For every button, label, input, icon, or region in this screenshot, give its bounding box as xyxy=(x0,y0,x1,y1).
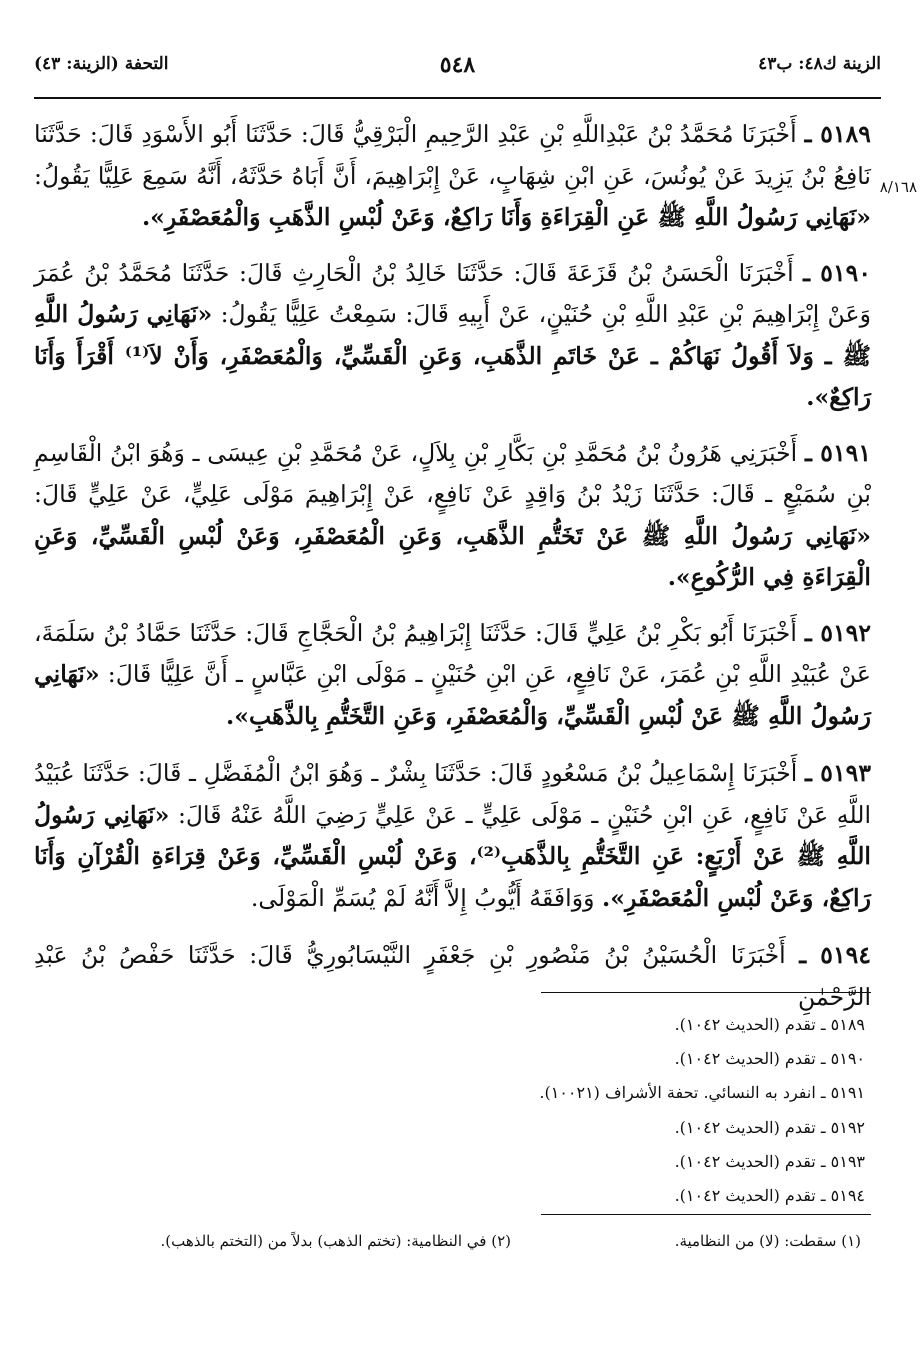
hadith-matn: «نَهَانِي رَسُولُ اللَّهِ ﷺ ـ وَلاَ أَقُولُ نَهَاكُمْ ـ عَنْ خَاتَمِ الذَّهَبِ، وَعَنِ الْقَسِّيِّ، وَالْمُعَصْفَرِ، وَأَنْ لاَ⁽¹⁾ أَقْرَأَ وَأَنَا رَاكِعٌ». xyxy=(34,300,871,411)
hadith-body xyxy=(34,114,871,1018)
hadith-number: ٥١٩٢ ـ xyxy=(804,618,872,647)
footnote-2: (٢) في النظامية: (تختم الذهب) بدلاً من (التختم بالذهب). xyxy=(160,1232,511,1250)
footnotes-divider xyxy=(541,1214,871,1215)
hadith-isnad: أَخْبَرَنِي هَرُونُ بْنُ مُحَمَّدِ بْنِ بَكَّارِ بْنِ بِلاَلٍ، عَنْ مُحَمَّدِ بْنِ عِيسَى ـ وَهُوَ ابْنُ الْقَاسِمِ بْنِ سُمَيْعٍ ـ قَالَ: حَدَّثَنَا زَيْدُ بْنُ وَاقِدٍ عَنْ نَافِعٍ، عَنْ إِبْرَاهِيمَ مَوْلَى عَلِيٍّ، عَنْ عَلِيٍّ قَالَ: xyxy=(34,438,871,508)
hadith-5189 xyxy=(34,114,871,239)
hadith-isnad: أَخْبَرَنَا مُحَمَّدُ بْنُ عَبْدِاللَّهِ بْنِ عَبْدِ الرَّحِيمِ الْبَرْقِيُّ قَالَ: حَدَّثَنَا أَبُو الأَسْوَدِ قَالَ: حَدَّثَنَا نَافِعُ بْنُ يَزِيدَ عَنْ يُونُسَ، عَنِ ابْنِ شِهَابٍ، عَنْ إِبْرَاهِيمَ، أَنَّ أَبَاهُ حَدَّثَهُ، أَنَّهُ سَمِعَ عَلِيًّا يَقُولُ: xyxy=(34,120,871,190)
takhrij-notes xyxy=(305,1008,865,1213)
hadith-number: ٥١٩٠ ـ xyxy=(803,258,871,287)
hadith-matn: «نَهَانِي رَسُولُ اللَّهِ ﷺ عَنْ أَرْبَعٍ: عَنِ التَّخَتُّمِ بِالذَّهَبِ⁽²⁾، وَعَنْ لُبْسِ الْقَسِّيِّ، وَعَنْ قِرَاءَةِ الْقُرْآنِ وَأَنَا رَاكِعٌ، وَعَنْ لُبْسِ الْمُعَصْفَرِ». xyxy=(34,800,871,912)
hadith-5192 xyxy=(34,613,871,738)
takhrij-note: ٥١٩٤ ـ تقدم (الحديث ١٠٤٢). xyxy=(674,1186,865,1206)
header-divider xyxy=(34,97,881,99)
hadith-isnad: أَخْبَرَنَا أَبُو بَكْرِ بْنُ عَلِيٍّ قَالَ: حَدَّثَنَا إِبْرَاهِيمُ بْنُ الْحَجَّاجِ قَالَ: حَدَّثَنَا حَمَّادُ بْنُ سَلَمَةَ، عَنْ عُبَيْدِ اللَّهِ بْنِ عُمَرَ، عَنْ نَافِعٍ، عَنِ ابْنِ حُنَيْنٍ ـ مَوْلَى ابْنِ عَبَّاسٍ ـ أَنَّ عَلِيًّا قَالَ: xyxy=(34,618,871,688)
hadith-isnad: أَخْبَرَنَا الْحَسَنُ بْنُ قَزَعَةَ قَالَ: حَدَّثَنَا خَالِدُ بْنُ الْحَارِثِ قَالَ: حَدَّثَنَا مُحَمَّدُ بْنُ عُمَرَ وَعَنْ إِبْرَاهِيمَ بْنِ عَبْدِ اللَّهِ بْنِ حُنَيْنٍ، عَنْ أَبِيهِ قَالَ: سَمِعْتُ عَلِيًّا يَقُولُ: xyxy=(34,258,871,328)
page-number: ٥٤٨ xyxy=(439,52,476,78)
hadith-5190 xyxy=(34,253,871,419)
hadith-5191 xyxy=(34,433,871,599)
notes-divider xyxy=(541,992,871,993)
hadith-matn: «نَهَانِي رَسُولُ اللَّهِ ﷺ عَنِ الْقِرَاءَةِ وَأَنَا رَاكِعٌ، وَعَنْ لُبْسِ الذَّهَبِ وَالْمُعَصْفَرِ». xyxy=(141,203,871,231)
takhrij-note: ٥١٩٣ ـ تقدم (الحديث ١٠٤٢). xyxy=(674,1151,865,1171)
hadith-isnad: أَخْبَرَنَا الْحُسَيْنُ بْنُ مَنْصُورِ بْنِ جَعْفَرٍ النَّيْسَابُورِيُّ قَالَ: حَدَّثَنَا حَفْصُ بْنُ عَبْدِ الرَّحْمٰنِ xyxy=(34,941,871,1011)
header-tuhfa-ref: التحفة (الزينة: ٤٣) xyxy=(34,54,169,74)
footnote-1: (١) سقطت: (لا) من النظامية. xyxy=(674,1232,861,1250)
hadith-5194 xyxy=(34,935,871,1018)
page-header xyxy=(34,52,881,82)
header-chapter: الزينة ك٤٨: ب٤٣ xyxy=(758,54,881,74)
hadith-number: ٥١٩١ ـ xyxy=(804,438,871,467)
hadith-number: ٥١٩٣ ـ xyxy=(805,759,871,787)
hadith-5193 xyxy=(34,753,871,919)
hadith-matn: «نَهَانِي رَسُولُ اللَّهِ ﷺ عَنْ تَخَتُّمِ الذَّهَبِ، وَعَنِ الْمُعَصْفَرِ، وَعَنْ لُبْسِ الْقَسِّيِّ، وَعَنِ الْقِرَاءَةِ فِي الرُّكُوعِ». xyxy=(34,521,871,591)
hadith-isnad: أَخْبَرَنَا إِسْمَاعِيلُ بْنُ مَسْعُودٍ قَالَ: حَدَّثَنَا بِشْرٌ ـ وَهُوَ ابْنُ الْمُفَضَّلِ ـ قَالَ: حَدَّثَنَا عُبَيْدُ اللَّهِ عَنْ نَافِعٍ، عَنِ ابْنِ حُنَيْنٍ ـ مَوْلَى عَلِيٍّ ـ عَنْ عَلِيٍّ رَضِيَ اللَّهُ عَنْهُ قَالَ: xyxy=(34,759,871,829)
hadith-comment: وَوَافَقَهُ أَيُّوبُ إِلاَّ أَنَّهُ لَمْ يُسَمِّ الْمَوْلَى. xyxy=(250,883,603,912)
takhrij-note: ٥١٨٩ ـ تقدم (الحديث ١٠٤٢). xyxy=(674,1015,865,1034)
takhrij-note: ٥١٩١ ـ انفرد به النسائي. تحفة الأشراف (١٠٠٢١). xyxy=(539,1083,865,1103)
hadith-number: ٥١٩٤ ـ xyxy=(799,941,871,969)
takhrij-note: ٥١٩٢ ـ تقدم (الحديث ١٠٤٢). xyxy=(674,1117,865,1137)
hadith-number: ٥١٨٩ ـ xyxy=(804,120,871,148)
margin-reference: ٨/١٦٨ xyxy=(879,178,917,196)
takhrij-note: ٥١٩٠ ـ تقدم (الحديث ١٠٤٢). xyxy=(674,1049,865,1069)
hadith-matn: «نَهَانِي رَسُولُ اللَّهِ ﷺ عَنْ لُبْسِ الْقَسِّيِّ، وَالْمُعَصْفَرِ، وَعَنِ التَّخَتُّمِ بِالذَّهَبِ». xyxy=(34,660,871,730)
